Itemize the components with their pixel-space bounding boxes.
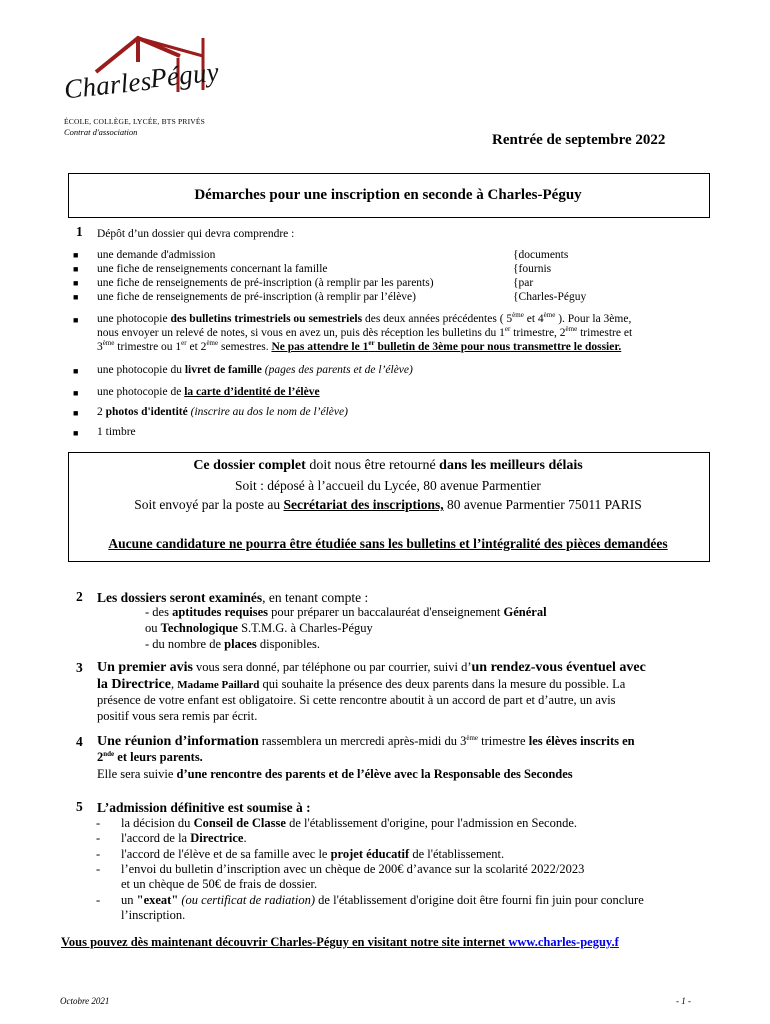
website-line: Vous pouvez dès maintenant découvrir Charles-Péguy en visitant notre site internet www.charles-peguy.f — [61, 935, 619, 949]
section-4-number: 4 — [76, 734, 83, 749]
notice-warning: Aucune candidature ne pourra être étudiée sans les bulletins et l’intégralité des pièces demandées — [108, 536, 668, 551]
notice-line-3: Soit envoyé par la poste au Secrétariat des inscriptions, 80 avenue Parmentier 75011 PARIS — [134, 497, 642, 512]
carte-item: une photocopie de la carte d’identité de l’élève — [97, 386, 320, 398]
section-2-line-3: ou Technologique S.T.M.G. à Charles-Péguy — [145, 621, 373, 635]
section-5-number: 5 — [76, 799, 83, 814]
logo-name-right: Péguy — [148, 56, 221, 94]
brace-line: documents — [518, 249, 569, 261]
admission-cheque: et un chèque de 50€ de frais de dossier. — [121, 877, 318, 891]
logo-name-left: Charles — [62, 65, 153, 105]
section-3-number: 3 — [76, 660, 83, 675]
section-2-number: 2 — [76, 589, 83, 604]
bullet-icon: ■ — [73, 264, 79, 274]
section-2-line-4: - du nombre de places disponibles. — [145, 637, 320, 651]
section-1-number: 1 — [76, 224, 83, 239]
page-number: - 1 - — [676, 996, 691, 1006]
logo-contract: Contrat d'association — [64, 127, 138, 137]
section-1-intro: Dépôt d’un dossier qui devra comprendre : — [97, 228, 295, 240]
bullet-icon: ■ — [73, 250, 79, 260]
section-3-text: Un premier avis vous sera donné, par téléphone ou par courrier, suivi d’un rendez-vous éventuel avec la Directrice, Madame Paillard qui souhaite la présence des deux parents dans la mesure du possible. La présence de votre enfant est obligatoire. Si cette rencontre aboutit à un accord de part et d’autre, un avis positif vous sera remis par écrit. — [97, 660, 646, 723]
admission-item: l’envoi du bulletin d’inscription avec un chèque de 200€ d’avance sur la scolarité 2022/2023 — [121, 862, 585, 876]
livret-item: une photocopie du livret de famille (pages des parents et de l’élève) — [97, 364, 413, 376]
logo — [60, 30, 230, 140]
bullet-icon: ■ — [73, 315, 79, 325]
brace-line: fournis — [518, 263, 552, 275]
logo-subtitle: ÉCOLE, COLLÈGE, LYCÉE, BTS PRIVÉS — [64, 117, 206, 126]
admission-item: la décision du Conseil de Classe de l'établissement d'origine, pour l'admission en Seconde. — [121, 816, 578, 830]
notice-line-1: Ce dossier complet doit nous être retourné dans les meilleurs délais — [193, 458, 583, 473]
admission-item: un "exeat" (ou certificat de radiation) de l'établissement d'origine doit être fourni fin juin pour conclure — [121, 893, 644, 907]
bullet-icon: ■ — [73, 366, 79, 376]
bullet-icon: ■ — [73, 408, 79, 418]
notice-line-2: Soit : déposé à l’accueil du Lycée, 80 avenue Parmentier — [235, 478, 541, 493]
website-link[interactable]: www.charles-peguy.f — [508, 935, 619, 949]
box-title: Démarches pour une inscription en seconde à Charles-Péguy — [194, 187, 582, 203]
photos-item: 2 photos d'identité (inscrire au dos le nom de l’élève) — [97, 406, 348, 418]
section-5-title: L’admission définitive est soumise à : — [97, 800, 311, 815]
list-item: une fiche de renseignements de pré-inscription (à remplir par l’élève) — [97, 291, 416, 303]
bullet-icon: ■ — [73, 278, 79, 288]
admission-item: l'accord de la Directrice. — [121, 831, 247, 845]
section-2-line-2: - des aptitudes requises pour préparer un baccalauréat d'enseignement Général — [145, 605, 547, 619]
section-4-text: Une réunion d’information rassemblera un mercredi après-midi du 3ème trimestre les élèves inscrits en 2nde et leurs parents. Elle sera suivie d’une rencontre des parents et de l’élève avec la Responsable des Secondes — [97, 733, 635, 781]
footer-date: Octobre 2021 — [60, 996, 110, 1006]
brace-line: Charles-Péguy — [518, 291, 587, 303]
bullet-icon: ■ — [73, 428, 79, 438]
page-title: Rentrée de septembre 2022 — [492, 132, 666, 148]
timbre-item: 1 timbre — [97, 426, 136, 438]
list-item: une fiche de renseignements de pré-inscription (à remplir par les parents) — [97, 277, 434, 289]
bulletins-item: une photocopie des bulletins trimestriels ou semestriels des deux années précédentes ( 5ème et 4ème ). Pour la 3ème, nous envoyer un relevé de notes, si vous en avez un, puis dès réception les bulletins du 1er trimestre, 2ème trimestre et 3ème trimestre ou 1er et 2ème semestres. Ne pas attendre le 1er bulletin de 3ème pour nous transmettre le dossier. — [97, 311, 633, 353]
list-item: une fiche de renseignements concernant la famille — [97, 263, 328, 275]
admission-conclude: l’inscription. — [121, 908, 186, 922]
section-2-heading: Les dossiers seront examinés, en tenant compte : — [97, 590, 369, 605]
bullet-icon: ■ — [73, 388, 79, 398]
list-item: une demande d'admission — [97, 249, 216, 261]
admission-item: l'accord de l'élève et de sa famille avec le projet éducatif de l'établissement. — [121, 847, 505, 861]
brace-line: par — [518, 277, 534, 289]
bullet-icon: ■ — [73, 292, 79, 302]
